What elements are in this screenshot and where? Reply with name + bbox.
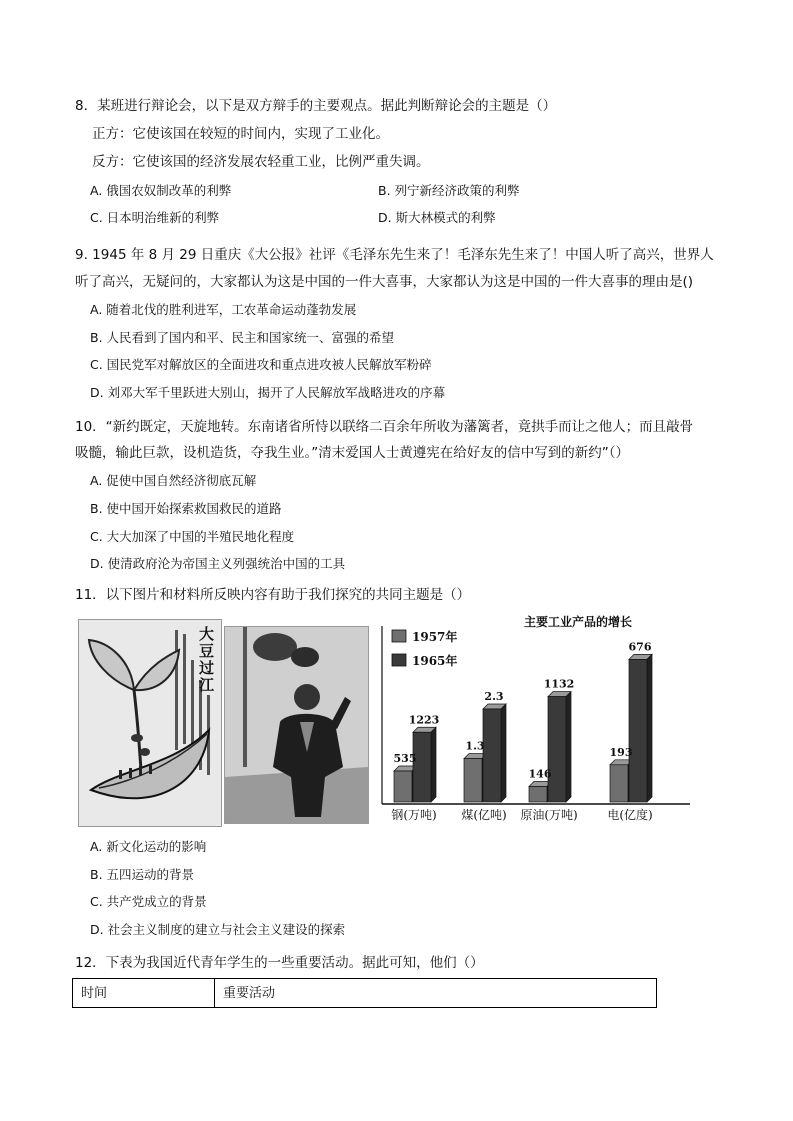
q9-stem-line2: 听了高兴，无疑问的，大家都认为这是中国的一件大喜事，大家都认为这是中国的一件大喜事的理由是() <box>75 274 694 290</box>
bar-coal-1965 <box>483 704 506 802</box>
q8-pro-view: 正方：它使该国在较短的时间内，实现了工业化。 <box>92 126 389 142</box>
q11-option-b[interactable]: B. 五四运动的背景 <box>90 867 195 882</box>
data-label-oil-1957: 146 <box>528 767 552 781</box>
data-label-coal-1965: 2.3 <box>484 690 504 703</box>
data-label-oil-1965: 1132 <box>543 677 575 691</box>
bar-oil-1965 <box>548 692 571 802</box>
soybean-painting-image <box>78 619 222 827</box>
q8-option-b[interactable]: B. 列宁新经济政策的利弊 <box>378 183 520 198</box>
data-label-coal-1957: 1.3 <box>465 739 485 753</box>
q10-option-c[interactable]: C. 大大加深了中国的半殖民地化程度 <box>90 529 295 544</box>
category-label-oil: 原油(万吨) <box>520 808 578 822</box>
q10-option-d[interactable]: D. 使清政府沦为帝国主义列强统治中国的工具 <box>90 556 346 571</box>
q10-stem-line1: 10．“新约既定，天旋地转。东南诸省所恃以联络二百余年所收为藩篱者，竟拱手而让之他人；而且敲骨 <box>75 419 694 435</box>
category-label-steel: 钢(万吨) <box>391 808 437 822</box>
q10-option-a[interactable]: A. 促使中国自然经济彻底瓦解 <box>90 473 257 488</box>
table-header-activity: 重要活动 <box>215 979 657 1008</box>
category-label-coal: 煤(亿吨) <box>461 808 507 822</box>
legend-label-1965: 1965年 <box>412 654 458 668</box>
data-label-power-1957: 193 <box>609 745 633 759</box>
q8-option-c[interactable]: C. 日本明治维新的利弊 <box>90 210 220 225</box>
q12-table <box>72 978 657 1008</box>
q8-con-view: 反方：它使该国的经济发展农轻重工业，比例严重失调。 <box>92 154 430 170</box>
q8-option-a[interactable]: A. 俄国农奴制改革的利弊 <box>90 183 232 198</box>
q10-stem-line2: 吸髓，输此巨款，设机造货，夺我生业。”清末爱国人士黄遵宪在给好友的信中写到的新约”（） <box>75 445 629 461</box>
table-header-time: 时间 <box>73 979 215 1008</box>
q9-option-b[interactable]: B. 人民看到了国内和平、民主和国家统一、富强的希望 <box>90 330 395 345</box>
q9-stem-line1: 9. 1945 年 8 月 29 日重庆《大公报》社评《毛泽东先生来了！毛泽东先生来了！中国人听了高兴，世界人 <box>75 247 714 263</box>
industrial-output-chart <box>378 612 696 826</box>
category-label-power: 电(亿度) <box>607 808 653 822</box>
q11-option-c[interactable]: C. 共产党成立的背景 <box>90 894 207 909</box>
legend-label-1957: 1957年 <box>412 630 458 644</box>
table-header-row <box>73 979 657 1008</box>
q10-option-b[interactable]: B. 使中国开始探索救国救民的道路 <box>90 501 282 516</box>
q8-stem: 8．某班进行辩论会，以下是双方辩手的主要观点。据此判断辩论会的主题是（） <box>75 98 557 114</box>
q11-stem: 11．以下图片和材料所反映内容有助于我们探究的共同主题是（） <box>75 587 471 603</box>
painting-title: 大豆过江 <box>199 625 215 694</box>
chart-legend <box>392 629 457 668</box>
q9-option-a[interactable]: A. 随着北伐的胜利进军，工农革命运动蓬勃发展 <box>90 302 357 317</box>
q11-option-a[interactable]: A. 新文化运动的影响 <box>90 839 207 854</box>
data-label-steel-1965: 1223 <box>408 713 440 727</box>
legend-swatch-1965 <box>392 654 406 666</box>
q11-option-d[interactable]: D. 社会主义制度的建立与社会主义建设的探索 <box>90 922 346 937</box>
bar-power-1965 <box>629 654 652 802</box>
q12-stem: 12．下表为我国近代青年学生的一些重要活动。据此可知，他们（） <box>75 955 484 971</box>
chart-title: 主要工业产品的增长 <box>523 615 633 629</box>
worker-photo-image <box>224 626 369 824</box>
q8-option-d[interactable]: D. 斯大林模式的利弊 <box>378 210 496 225</box>
q9-option-c[interactable]: C. 国民党军对解放区的全面进攻和重点进攻被人民解放军粉碎 <box>90 357 432 372</box>
q9-option-d[interactable]: D. 刘邓大军千里跃进大别山，揭开了人民解放军战略进攻的序幕 <box>90 385 446 400</box>
legend-swatch-1957 <box>392 630 406 642</box>
data-label-steel-1957: 535 <box>393 752 417 765</box>
data-label-power-1965: 676 <box>628 640 652 654</box>
